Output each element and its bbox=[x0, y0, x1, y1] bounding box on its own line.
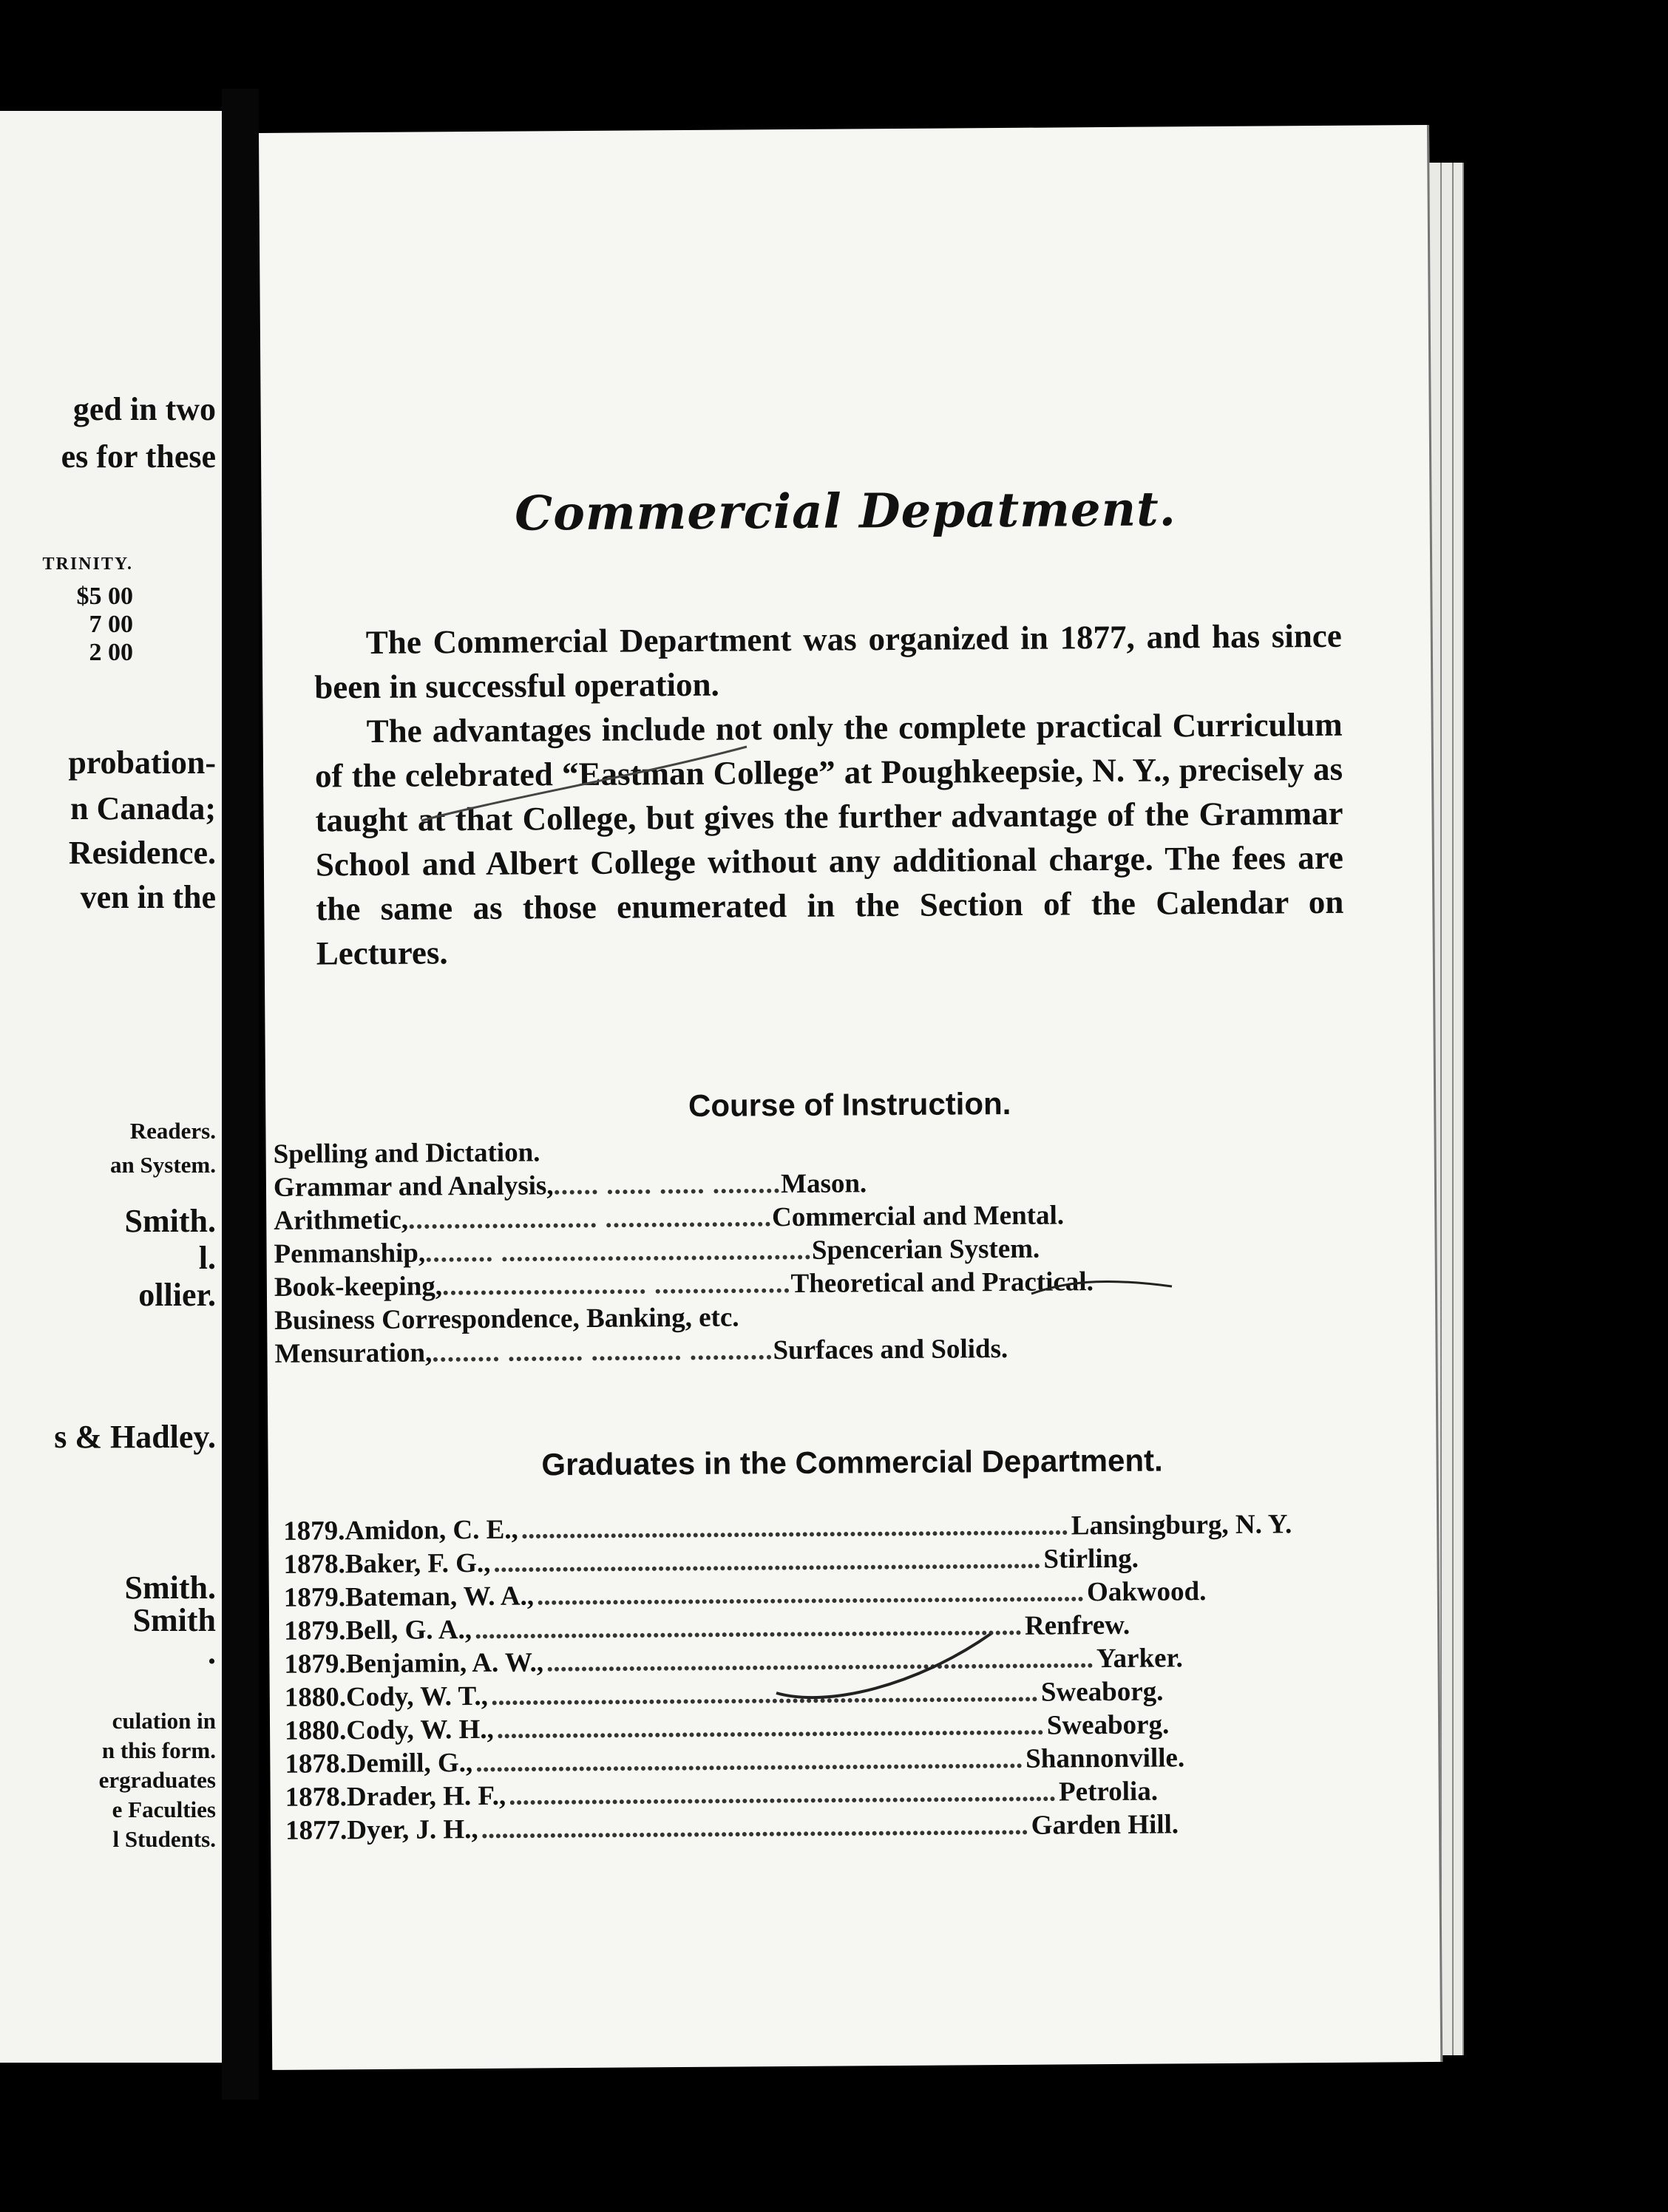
graduate-name: Amidon, C. E., bbox=[345, 1514, 518, 1547]
ink-stroke bbox=[414, 739, 754, 828]
leader-dots: ................................................................................ bbox=[536, 1577, 1085, 1612]
left-page-line: ven in the bbox=[80, 879, 216, 915]
course-detail: Mason. bbox=[780, 1168, 867, 1200]
leader-dots: ................................................................................ bbox=[521, 1510, 1068, 1545]
graduate-year: 1878. bbox=[283, 1549, 345, 1580]
graduate-place: Shannonville. bbox=[1025, 1743, 1185, 1774]
graduate-year: 1879. bbox=[284, 1649, 346, 1680]
graduate-name: Drader, H. F., bbox=[346, 1780, 506, 1813]
left-page-line: l Students. bbox=[112, 1826, 216, 1852]
leader-dots: ......... .......... ............ ........... bbox=[432, 1335, 773, 1368]
left-page-line: l. bbox=[198, 1240, 216, 1276]
graduate-place: Renfrew. bbox=[1024, 1609, 1130, 1641]
course-detail: Theoretical and Practical. bbox=[790, 1266, 1094, 1300]
left-page-line: es for these bbox=[61, 438, 216, 475]
graduate-year: 1879. bbox=[283, 1582, 346, 1613]
graduate-place: Stirling. bbox=[1043, 1543, 1139, 1575]
course-row bbox=[274, 1331, 1235, 1371]
course-subject: Grammar and Analysis, bbox=[273, 1170, 554, 1203]
course-list bbox=[273, 1132, 1235, 1371]
leader-dots: ................................................................................ bbox=[474, 1610, 1023, 1646]
left-page-line: ged in two bbox=[72, 391, 216, 427]
ink-stroke bbox=[769, 1626, 1006, 1715]
graduate-row bbox=[285, 1808, 1179, 1848]
graduate-name: Demill, G., bbox=[346, 1748, 473, 1780]
left-page-fragment bbox=[0, 111, 222, 2063]
leader-dots: ................................................................................ bbox=[546, 1643, 1094, 1678]
leader-dots: ......................... ...................... bbox=[407, 1202, 773, 1235]
left-page-line: e Faculties bbox=[112, 1797, 216, 1822]
graduate-year: 1878. bbox=[285, 1782, 348, 1813]
course-heading: Course of Instruction. bbox=[688, 1085, 1011, 1123]
graduate-name: Cody, W. H., bbox=[346, 1714, 494, 1746]
course-subject: Spelling and Dictation. bbox=[273, 1137, 540, 1170]
course-subject: Business Correspondence, Banking, etc. bbox=[274, 1302, 739, 1336]
leader-dots: ................................................................................ bbox=[475, 1743, 1023, 1779]
graduate-year: 1880. bbox=[284, 1682, 347, 1713]
left-page-line: n Canada; bbox=[70, 790, 216, 827]
fee-value: 2 00 bbox=[89, 639, 133, 666]
graduate-name: Cody, W. T., bbox=[345, 1680, 489, 1713]
leader-dots: ................................................................................ bbox=[481, 1810, 1028, 1845]
graduate-place: Petrolia. bbox=[1058, 1776, 1159, 1808]
ink-stroke bbox=[1028, 1257, 1176, 1301]
fee-value: 7 00 bbox=[89, 611, 133, 638]
left-page-line: Smith bbox=[132, 1602, 216, 1638]
course-subject: Arithmetic, bbox=[274, 1204, 409, 1236]
graduate-name: Bateman, W. A., bbox=[345, 1581, 535, 1613]
book-gutter bbox=[222, 89, 259, 2100]
left-page-line: Smith. bbox=[124, 1203, 216, 1239]
graduate-name: Benjamin, A. W., bbox=[345, 1647, 544, 1680]
graduate-year: 1879. bbox=[284, 1615, 346, 1646]
course-detail: Commercial and Mental. bbox=[771, 1200, 1065, 1233]
course-detail: Spencerian System. bbox=[811, 1233, 1040, 1266]
document-page bbox=[259, 125, 1442, 2070]
left-page-line: n this form. bbox=[101, 1737, 216, 1763]
graduate-name: Baker, F. G., bbox=[345, 1547, 491, 1580]
graduate-place: Sweaborg. bbox=[1046, 1709, 1170, 1741]
left-page-line: ollier. bbox=[138, 1277, 216, 1313]
course-subject: Mensuration, bbox=[274, 1337, 433, 1369]
graduate-place: Lansingburg, N. Y. bbox=[1071, 1509, 1292, 1541]
advantages-paragraph-text: The advantages include not only the complete practical Curriculum of the celebrated “Eastman College” at Poughkeepsie, N. Y., precisely as taught at that College, but gives the further advantage of the Grammar School and Albert College without any additional charge. The fees are the same as those enumerated in the Section of the Calendar on Lectures. bbox=[314, 705, 1344, 972]
left-page-line: probation- bbox=[68, 744, 216, 781]
graduates-heading: Graduates in the Commercial Department. bbox=[541, 1442, 1163, 1482]
left-page-line: Smith. bbox=[124, 1570, 216, 1606]
graduate-year: 1877. bbox=[285, 1815, 348, 1846]
graduates-list bbox=[283, 1509, 1292, 1848]
course-detail: Surfaces and Solids. bbox=[773, 1333, 1008, 1366]
left-page-line: s & Hadley. bbox=[54, 1419, 216, 1455]
page-title: Commercial Depatment. bbox=[515, 481, 1177, 542]
page-edge bbox=[1442, 163, 1454, 2055]
graduate-name: Dyer, J. H., bbox=[347, 1814, 478, 1846]
graduate-place: Oakwood. bbox=[1086, 1576, 1207, 1608]
left-page-line: Residence. bbox=[68, 835, 216, 871]
course-subject: Book-keeping, bbox=[274, 1271, 443, 1303]
course-subject: Penmanship, bbox=[274, 1238, 426, 1269]
graduate-place: Sweaborg. bbox=[1040, 1676, 1164, 1708]
intro-paragraph bbox=[314, 614, 1343, 710]
left-page-line: . bbox=[208, 1635, 216, 1671]
leader-dots: ...... ...... ...... ......... bbox=[553, 1169, 782, 1201]
leader-dots: ................................................................................ bbox=[508, 1777, 1057, 1811]
intro-paragraph-text: The Commercial Department was organized in 1877, and has since been in successful operation. bbox=[314, 617, 1342, 706]
left-page-line: Readers. bbox=[129, 1118, 216, 1144]
leader-dots: ........................... .................. bbox=[441, 1269, 791, 1302]
leader-dots: ................................................................................ bbox=[496, 1710, 1044, 1745]
graduate-place: Garden Hill. bbox=[1031, 1809, 1179, 1841]
fee-value: $5 00 bbox=[76, 583, 133, 610]
graduate-name: Bell, G. A., bbox=[345, 1615, 472, 1646]
graduate-year: 1878. bbox=[285, 1748, 347, 1780]
fee-table-fragment bbox=[30, 554, 133, 667]
left-page-line: ergraduates bbox=[98, 1767, 216, 1793]
leader-dots: ................................................................................ bbox=[490, 1677, 1039, 1711]
leader-dots: ......... ......................................... bbox=[425, 1235, 813, 1269]
fee-table-header: TRINITY. bbox=[42, 554, 133, 574]
page-edge bbox=[1454, 163, 1464, 2055]
left-page-line: culation in bbox=[112, 1708, 216, 1734]
graduate-year: 1880. bbox=[284, 1715, 347, 1746]
left-page-line: an System. bbox=[110, 1152, 216, 1178]
leader-dots: ................................................................................ bbox=[493, 1544, 1041, 1578]
graduate-place: Yarker. bbox=[1096, 1643, 1183, 1675]
graduate-year: 1879. bbox=[283, 1516, 345, 1547]
